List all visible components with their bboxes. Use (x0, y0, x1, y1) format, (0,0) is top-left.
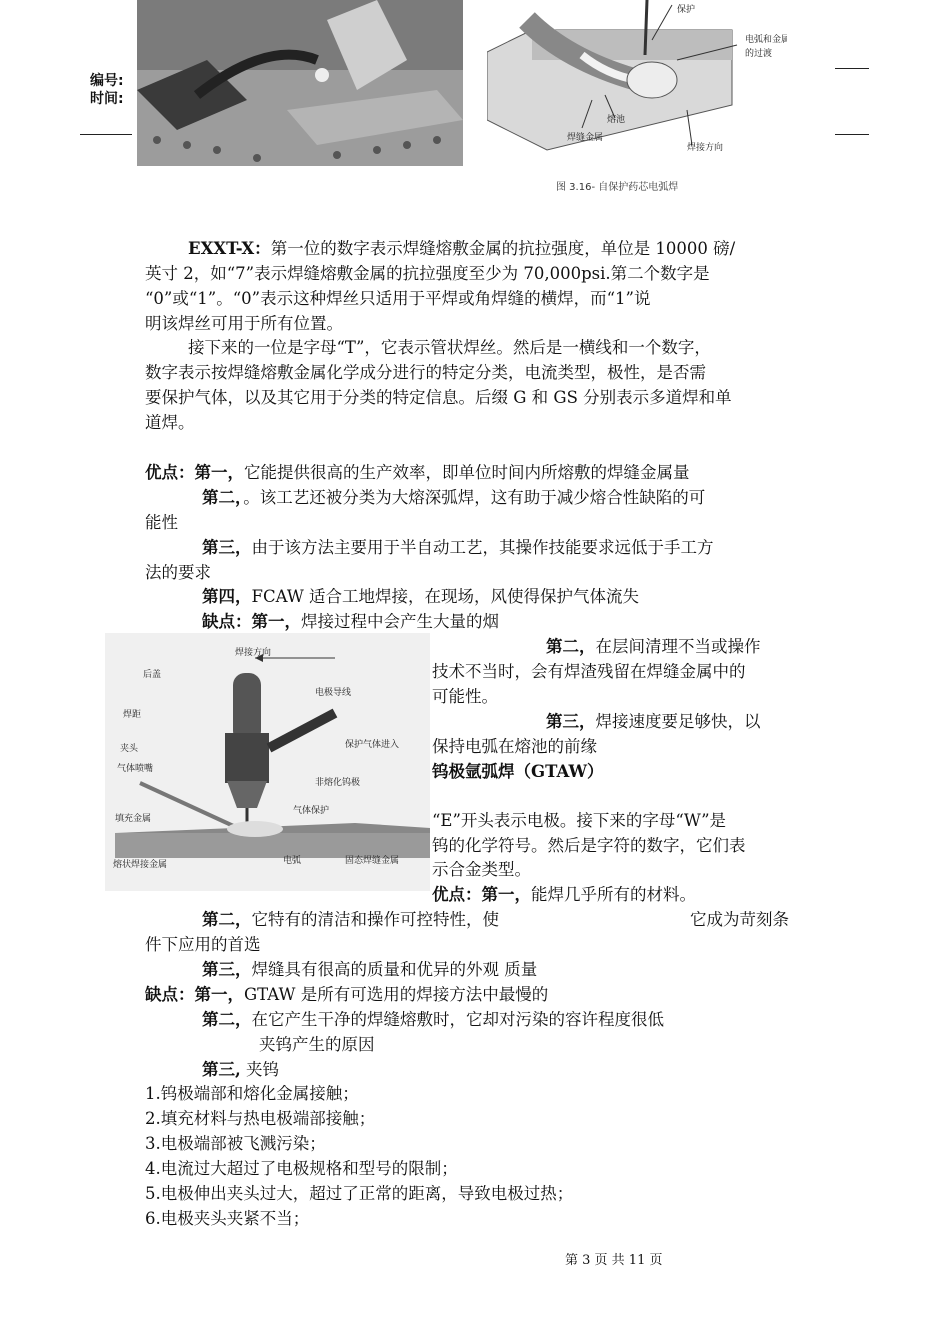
gtaw-adv-line-2-tail: 它成为苛刻条 (690, 910, 789, 929)
gtaw-dis-line-2: 第二，在它产生干净的焊缝熔敷时，它却对污染的容许程度很低 (202, 1010, 664, 1029)
fig2-collet-label: 夹头 (120, 744, 139, 754)
fig2-back-cap-label: 后盖 (143, 670, 162, 680)
gtaw-adv-line-1: 优点：第一，能焊几乎所有的材料。 (432, 885, 696, 904)
e-line-3: 示合金类型。 (432, 860, 531, 879)
fig1-transfer-label-1: 电弧和金属 (745, 35, 787, 45)
fig1-transfer-label-2: 的过渡 (745, 49, 773, 59)
dis-line-2b: 技术不当时，会有焊渣残留在焊缝金属中的 (432, 662, 746, 681)
figure1-caption: 图 3.16- 自保护药芯电弧焊 (556, 182, 679, 193)
gtaw-adv-line-2b: 件下应用的首选 (145, 935, 261, 954)
e-line-1: “E”开头表示电极。接下来的字母“W”是 (432, 811, 727, 830)
fcaw-welding-photo (137, 0, 463, 166)
adv-line-4: 第四，FCAW 适合工地焊接，在现场，风使得保护气体流失 (202, 587, 640, 606)
gtaw-dis-line-3: 第三, 夹钨 (202, 1060, 279, 1079)
fig2-direction-label: 焊接方向 (235, 648, 272, 658)
cause-item: 2.填充材料与热电极端部接触； (145, 1109, 376, 1128)
header-rule-left (80, 134, 132, 135)
gtaw-title: 钨极氩弧焊（GTAW） (432, 762, 604, 781)
dis-line-3b: 保持电弧在熔池的前缘 (432, 737, 597, 756)
fig1-protect-label: 保护 (677, 5, 696, 15)
exxt-line-4: 明该焊丝可用于所有位置。 (145, 314, 343, 333)
fig2-nozzle-label: 气体喷嘴 (117, 764, 154, 774)
time-label: 时间: (90, 91, 124, 107)
gtaw-adv-line-2: 第二，它特有的清洁和操作可控特性，使 (202, 910, 499, 929)
fig2-arc-label: 电弧 (283, 856, 302, 866)
adv-line-3b: 法的要求 (145, 563, 211, 582)
fcaw-diagram (487, 0, 787, 175)
adv-line-1: 优点：第一，它能提供很高的生产效率，即单位时间内所熔敷的焊缝金属量 (145, 463, 690, 482)
t-line-4: 道焊。 (145, 413, 195, 432)
fig2-torch-label: 焊距 (123, 710, 142, 720)
cause-item: 4.电流过大超过了电极规格和型号的限制； (145, 1159, 458, 1178)
exxt-line-2: 英寸 2，如“7”表示焊缝熔敷金属的抗拉强度至少为 70,000psi.第二个数字是 (145, 264, 710, 283)
dis-line-1: 缺点：第一，焊接过程中会产生大量的烟 (202, 612, 499, 631)
cause-item: 1.钨极端部和熔化金属接触； (145, 1084, 359, 1103)
dis-line-3: 第三，焊接速度要足够快，以 (546, 712, 761, 731)
t-line-3: 要保护气体，以及其它用于分类的特定信息。后缀 G 和 GS 分别表示多道焊和单 (145, 388, 732, 407)
t-line-1: 接下来的一位是字母“T”，它表示管状焊丝。然后是一横线和一个数字， (188, 338, 711, 357)
fig1-pool-label: 熔池 (607, 115, 626, 125)
fig2-electrode-label: 非熔化钨极 (315, 778, 361, 788)
page-footer: 第 3 页 共 11 页 (565, 1253, 663, 1268)
adv-line-2: 第二，。该工艺还被分类为大熔深弧焊，这有助于减少熔合性缺陷的可 (202, 488, 706, 507)
fig1-direction-label: 焊接方向 (687, 143, 724, 153)
t-line-2: 数字表示按焊缝熔敷金属化学成分进行的特定分类，电流类型，极性，是否需 (145, 363, 706, 382)
dis-line-2c: 可能性。 (432, 687, 498, 706)
fig2-cable-label: 电极导线 (315, 688, 352, 698)
dis-line-2: 第二，在层间清理不当或操作 (546, 637, 761, 656)
gtaw-dis-line-2b: 夹钨产生的原因 (259, 1035, 375, 1054)
gtaw-adv-line-3: 第三，焊缝具有很高的质量和优异的外观 质量 (202, 960, 538, 979)
gtaw-torch-diagram (105, 633, 430, 891)
header-rule-right-bottom (835, 134, 869, 135)
fig2-gas-shield-label: 气体保护 (293, 806, 330, 816)
cause-item: 3.电极端部被飞溅污染； (145, 1134, 326, 1153)
adv-line-3: 第三，由于该方法主要用于半自动工艺，其操作技能要求远低于手工方 (202, 538, 714, 557)
exxt-line-1: EXXT-X：第一位的数字表示焊缝熔敷金属的抗拉强度，单位是 10000 磅/ (188, 239, 736, 258)
header-rule-right-top (835, 68, 869, 69)
gtaw-dis-line-1: 缺点：第一，GTAW 是所有可选用的焊接方法中最慢的 (145, 985, 549, 1004)
adv-line-2b: 能性 (145, 513, 178, 532)
e-line-2: 钨的化学符号。然后是字符的数字，它们表 (432, 836, 746, 855)
exxt-line-3: “0”或“1”。“0”表示这种焊丝只适用于平焊或角焊缝的横焊，而“1”说 (145, 289, 651, 308)
cause-item: 6.电极夹头夹紧不当； (145, 1209, 310, 1228)
fig2-filler-label: 填充金属 (115, 814, 152, 824)
cause-item: 5.电极伸出夹头过大，超过了正常的距离，导致电极过热； (145, 1184, 574, 1203)
fig2-molten-label: 熔状焊接金属 (113, 860, 168, 870)
number-label: 编号: (90, 73, 124, 89)
fig2-solid-label: 固态焊缝金属 (345, 856, 400, 866)
fig2-gas-in-label: 保护气体进入 (345, 740, 400, 750)
fig1-weld-metal-label: 焊缝金属 (567, 133, 604, 143)
